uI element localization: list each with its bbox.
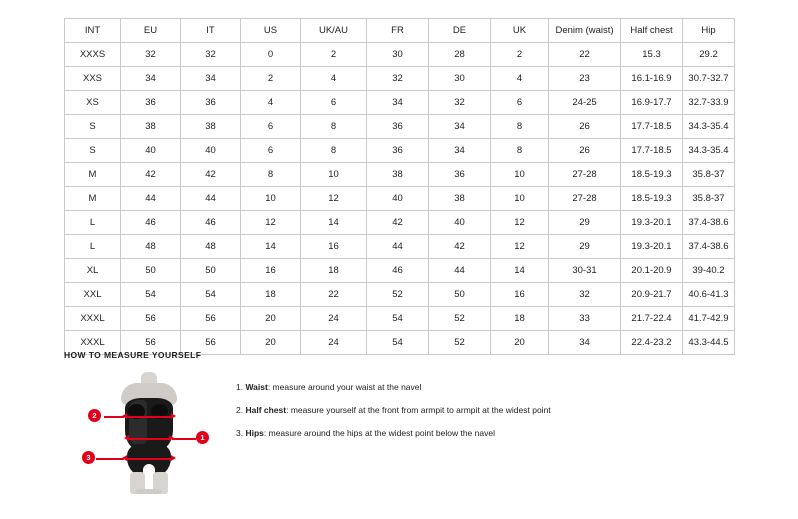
cell-int: XXXL: [65, 307, 121, 331]
hips-measure-line: [126, 458, 172, 460]
cell-uk-au: 18: [301, 259, 367, 283]
cell-de: 28: [429, 43, 491, 67]
cell-denim-waist: 26: [549, 115, 621, 139]
cell-us: 6: [241, 139, 301, 163]
cell-it: 32: [181, 43, 241, 67]
table-row: [65, 187, 735, 211]
column-header-eu: EU: [121, 19, 181, 43]
cell-uk-au: 4: [301, 67, 367, 91]
cell-us: 4: [241, 91, 301, 115]
size-table: [64, 18, 735, 355]
cell-denim-waist: 27-28: [549, 163, 621, 187]
cell-it: 56: [181, 307, 241, 331]
cell-denim-waist: 26: [549, 139, 621, 163]
cell-eu: 42: [121, 163, 181, 187]
column-header-denim-waist: Denim (waist): [549, 19, 621, 43]
cell-half-chest: 16.9-17.7: [621, 91, 683, 115]
cell-fr: 36: [367, 115, 429, 139]
cell-hip: 41.7-42.9: [683, 307, 735, 331]
cell-int: XS: [65, 91, 121, 115]
cell-eu: 40: [121, 139, 181, 163]
cell-it: 48: [181, 235, 241, 259]
cell-hip: 34.3-35.4: [683, 115, 735, 139]
cell-it: 56: [181, 331, 241, 355]
cell-denim-waist: 34: [549, 331, 621, 355]
cell-it: 40: [181, 139, 241, 163]
cell-int: XXL: [65, 283, 121, 307]
cell-uk: 2: [491, 43, 549, 67]
cell-int: XXXL: [65, 331, 121, 355]
half-chest-measure-line: [126, 416, 172, 418]
column-header-half-chest: Half chest: [621, 19, 683, 43]
cell-fr: 36: [367, 139, 429, 163]
cell-hip: 32.7-33.9: [683, 91, 735, 115]
cell-hip: 29.2: [683, 43, 735, 67]
table-row: [65, 67, 735, 91]
cell-half-chest: 20.1-20.9: [621, 259, 683, 283]
cell-fr: 34: [367, 91, 429, 115]
column-header-uk: UK: [491, 19, 549, 43]
cell-denim-waist: 22: [549, 43, 621, 67]
measure-instruction-hips: [236, 428, 551, 438]
cell-uk-au: 8: [301, 139, 367, 163]
cell-hip: 35.8-37: [683, 187, 735, 211]
cell-eu: 36: [121, 91, 181, 115]
table-row: [65, 139, 735, 163]
cell-uk-au: 22: [301, 283, 367, 307]
cell-fr: 40: [367, 187, 429, 211]
cell-denim-waist: 32: [549, 283, 621, 307]
table-row: [65, 163, 735, 187]
cell-us: 2: [241, 67, 301, 91]
cell-fr: 44: [367, 235, 429, 259]
cell-us: 14: [241, 235, 301, 259]
cell-us: 6: [241, 115, 301, 139]
cell-fr: 32: [367, 67, 429, 91]
cell-eu: 56: [121, 331, 181, 355]
cell-uk-au: 16: [301, 235, 367, 259]
callout-badge-waist: 1: [196, 431, 209, 444]
measure-number-2: 2.: [236, 405, 244, 416]
cell-uk-au: 8: [301, 115, 367, 139]
cell-de: 42: [429, 235, 491, 259]
cell-it: 42: [181, 163, 241, 187]
cell-uk: 12: [491, 211, 549, 235]
cell-uk-au: 10: [301, 163, 367, 187]
cell-half-chest: 18.5-19.3: [621, 163, 683, 187]
cell-denim-waist: 24-25: [549, 91, 621, 115]
cell-hip: 37.4-38.6: [683, 235, 735, 259]
table-header-row: [65, 19, 735, 43]
measure-number-3: 3.: [236, 428, 244, 439]
table-row: [65, 211, 735, 235]
cell-fr: 42: [367, 211, 429, 235]
cell-it: 36: [181, 91, 241, 115]
cell-uk-au: 24: [301, 331, 367, 355]
cell-eu: 46: [121, 211, 181, 235]
cell-half-chest: 19.3-20.1: [621, 211, 683, 235]
cell-int: L: [65, 235, 121, 259]
cell-uk-au: 2: [301, 43, 367, 67]
table-row: [65, 91, 735, 115]
waist-callout-line: [172, 438, 196, 440]
cell-us: 20: [241, 307, 301, 331]
cell-denim-waist: 23: [549, 67, 621, 91]
table-row: [65, 115, 735, 139]
waist-measure-line: [128, 438, 170, 440]
cell-de: 30: [429, 67, 491, 91]
cell-us: 0: [241, 43, 301, 67]
cell-eu: 34: [121, 67, 181, 91]
cell-uk: 16: [491, 283, 549, 307]
cell-hip: 40.6-41.3: [683, 283, 735, 307]
column-header-us: US: [241, 19, 301, 43]
measure-instruction-waist: [236, 382, 551, 392]
column-header-it: IT: [181, 19, 241, 43]
column-header-de: DE: [429, 19, 491, 43]
mannequin-illustration: [88, 372, 208, 497]
measure-number-1: 1.: [236, 382, 244, 392]
callout-badge-half-chest: 2: [88, 409, 101, 422]
cell-half-chest: 17.7-18.5: [621, 115, 683, 139]
cell-de: 36: [429, 163, 491, 187]
cell-hip: 43.3-44.5: [683, 331, 735, 355]
cell-eu: 54: [121, 283, 181, 307]
cell-it: 38: [181, 115, 241, 139]
half-chest-callout-line: [104, 416, 124, 418]
cell-half-chest: 16.1-16.9: [621, 67, 683, 91]
cell-denim-waist: 33: [549, 307, 621, 331]
cell-fr: 52: [367, 283, 429, 307]
measure-term-waist: Waist: [245, 382, 268, 392]
cell-uk-au: 12: [301, 187, 367, 211]
cell-half-chest: 18.5-19.3: [621, 187, 683, 211]
half-chest-arrow-right-icon: [171, 413, 176, 419]
cell-hip: 39-40.2: [683, 259, 735, 283]
cell-uk: 12: [491, 235, 549, 259]
cell-half-chest: 15.3: [621, 43, 683, 67]
cell-us: 12: [241, 211, 301, 235]
cell-de: 52: [429, 307, 491, 331]
column-header-hip: Hip: [683, 19, 735, 43]
cell-de: 38: [429, 187, 491, 211]
cell-denim-waist: 29: [549, 211, 621, 235]
cell-us: 18: [241, 283, 301, 307]
cell-uk: 8: [491, 115, 549, 139]
cell-uk-au: 24: [301, 307, 367, 331]
cell-denim-waist: 29: [549, 235, 621, 259]
table-row: [65, 235, 735, 259]
mannequin-figure: [110, 372, 188, 494]
how-to-measure-title: HOW TO MEASURE YOURSELF: [64, 350, 202, 360]
cell-uk: 8: [491, 139, 549, 163]
cell-half-chest: 20.9-21.7: [621, 283, 683, 307]
hips-arrow-right-icon: [171, 455, 176, 461]
size-table-body: [65, 43, 735, 355]
cell-uk: 10: [491, 163, 549, 187]
cell-it: 34: [181, 67, 241, 91]
cell-de: 34: [429, 115, 491, 139]
cell-int: XXXS: [65, 43, 121, 67]
cell-fr: 54: [367, 331, 429, 355]
cell-it: 44: [181, 187, 241, 211]
cell-de: 40: [429, 211, 491, 235]
table-row: [65, 307, 735, 331]
cell-uk: 4: [491, 67, 549, 91]
cell-de: 50: [429, 283, 491, 307]
cell-half-chest: 17.7-18.5: [621, 139, 683, 163]
cell-uk: 14: [491, 259, 549, 283]
table-row: [65, 43, 735, 67]
how-to-measure-section: [64, 350, 734, 497]
cell-us: 8: [241, 163, 301, 187]
cell-fr: 30: [367, 43, 429, 67]
cell-uk-au: 6: [301, 91, 367, 115]
cell-eu: 44: [121, 187, 181, 211]
cell-uk: 6: [491, 91, 549, 115]
cell-us: 10: [241, 187, 301, 211]
cell-eu: 48: [121, 235, 181, 259]
cell-uk-au: 14: [301, 211, 367, 235]
measure-text-hips: : measure around the hips at the widest point below the navel: [263, 428, 495, 439]
cell-it: 54: [181, 283, 241, 307]
cell-eu: 32: [121, 43, 181, 67]
cell-int: XXS: [65, 67, 121, 91]
cell-int: M: [65, 187, 121, 211]
cell-int: XL: [65, 259, 121, 283]
how-to-measure-body: [64, 372, 734, 497]
cell-int: L: [65, 211, 121, 235]
cell-half-chest: 19.3-20.1: [621, 235, 683, 259]
cell-hip: 35.8-37: [683, 163, 735, 187]
cell-fr: 38: [367, 163, 429, 187]
callout-badge-hips: 3: [82, 451, 95, 464]
cell-int: S: [65, 115, 121, 139]
size-table-head: [65, 19, 735, 43]
cell-int: M: [65, 163, 121, 187]
measure-text-waist: : measure around your waist at the navel: [267, 382, 422, 392]
cell-de: 32: [429, 91, 491, 115]
cell-denim-waist: 27-28: [549, 187, 621, 211]
cell-de: 44: [429, 259, 491, 283]
measure-instructions: [236, 372, 551, 452]
cell-de: 34: [429, 139, 491, 163]
cell-hip: 30.7-32.7: [683, 67, 735, 91]
cell-uk: 20: [491, 331, 549, 355]
cell-eu: 38: [121, 115, 181, 139]
cell-denim-waist: 30-31: [549, 259, 621, 283]
measure-instruction-half-chest: [236, 405, 551, 415]
cell-it: 46: [181, 211, 241, 235]
cell-eu: 50: [121, 259, 181, 283]
cell-half-chest: 21.7-22.4: [621, 307, 683, 331]
mannequin-stand: [136, 489, 162, 494]
cell-fr: 46: [367, 259, 429, 283]
cell-us: 16: [241, 259, 301, 283]
table-row: [65, 259, 735, 283]
table-row: [65, 283, 735, 307]
column-header-fr: FR: [367, 19, 429, 43]
cell-us: 20: [241, 331, 301, 355]
measure-term-half-chest: Half chest: [245, 405, 287, 416]
measure-term-hips: Hips: [245, 428, 264, 439]
hips-callout-line: [96, 458, 124, 460]
size-table-container: [64, 18, 734, 355]
cell-de: 52: [429, 331, 491, 355]
cell-hip: 37.4-38.6: [683, 211, 735, 235]
measure-text-half-chest: : measure yourself at the front from armpit to armpit at the widest point: [286, 405, 551, 416]
cell-it: 50: [181, 259, 241, 283]
cell-hip: 34.3-35.4: [683, 139, 735, 163]
cell-fr: 54: [367, 307, 429, 331]
cell-half-chest: 22.4-23.2: [621, 331, 683, 355]
column-header-int: INT: [65, 19, 121, 43]
column-header-uk-au: UK/AU: [301, 19, 367, 43]
waist-arrow-left-icon: [124, 435, 129, 441]
cell-uk: 18: [491, 307, 549, 331]
cell-uk: 10: [491, 187, 549, 211]
cell-eu: 56: [121, 307, 181, 331]
cell-int: S: [65, 139, 121, 163]
